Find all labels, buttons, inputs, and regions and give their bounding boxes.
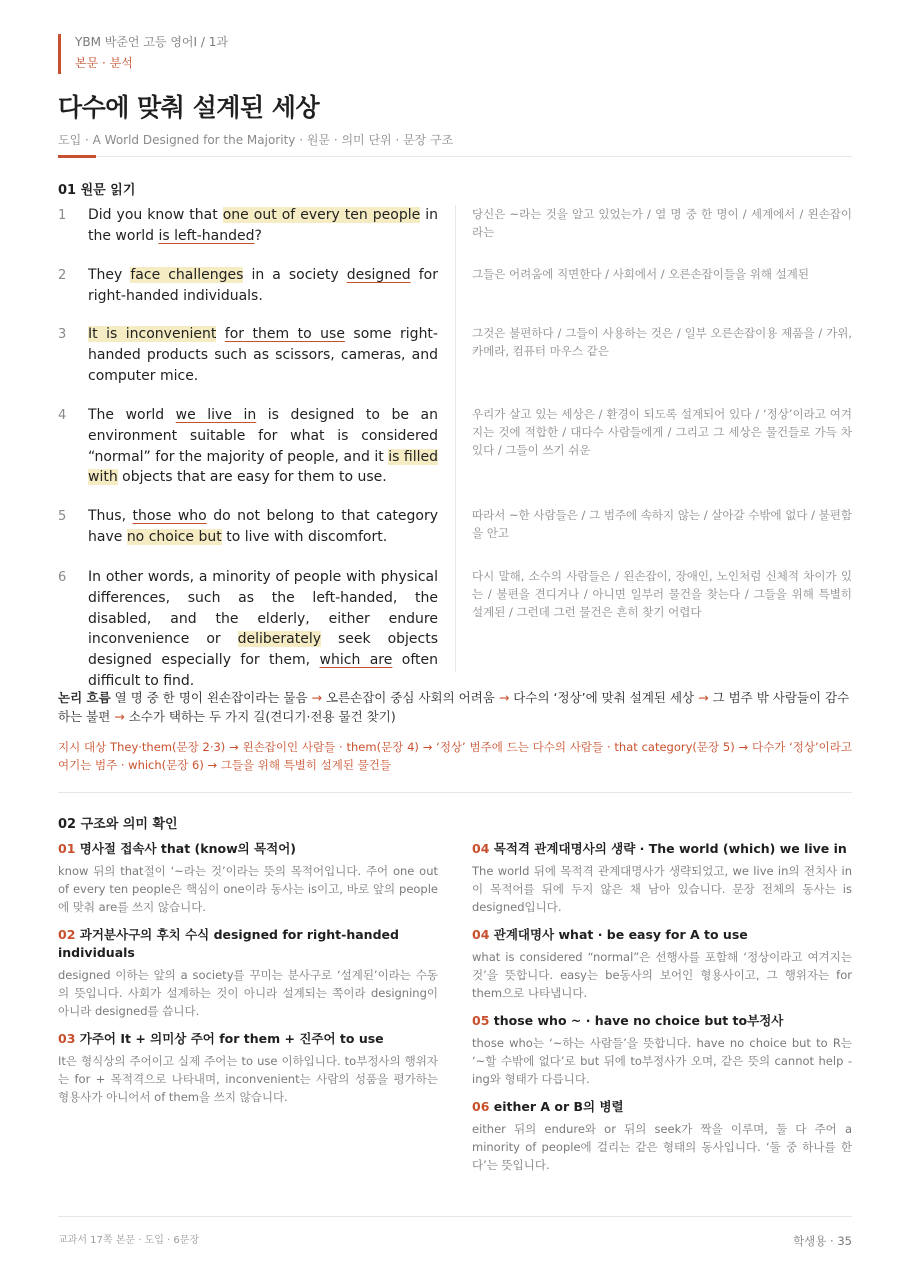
sentence-text: is designed to be an environment suitable for what is considered “normal” for the majority of people, and it [88,407,438,465]
note-title-text: either A or B의 병렬 [493,1099,624,1114]
note-title [472,1012,852,1030]
note-title-text: 목적격 관계대명사의 생략 · The world (which) we live in [493,841,847,856]
title-divider [58,156,852,157]
section-heading-reading: 01 원문 읽기 [58,183,136,198]
note-body: know 뒤의 that절이 ‘~라는 것’이라는 뜻의 목적어입니다. 주어 one out of every ten people은 핵심이 one이라 동사는 is이고, 바로 앞의 people에 맞춰 are를 쓰지 않습니다. [58,864,438,914]
sentence-text: some right-handed products such as scissors, cameras, and computer mice. [88,326,438,384]
note-title-text: those who ~ · have no choice but to부정사 [493,1013,784,1028]
highlighted-phrase: It is inconvenient [88,326,217,342]
note-title-text: 가주어 It + 의미상 주어 for them + 진주어 to use [79,1031,384,1046]
sentence-text: In other words, a minority of people with physical differences, such as the left-handed, the disabled, and the elderly, either endure inconvenience or [88,569,438,648]
sentence-number: 3 [58,327,67,342]
structure-note [58,926,438,1020]
sentence-number: 2 [58,268,67,283]
underlined-phrase: those who [132,508,207,524]
underlined-phrase: designed [346,267,411,283]
logic-flow [58,688,852,726]
highlighted-phrase: deliberately [237,631,322,648]
structure-note [58,1030,438,1106]
note-title-text: 명사절 접속사 that (know의 목적어) [79,841,296,856]
sentence-text: in a society [243,267,347,283]
sentence-text: seek objects designed especially for them, [88,631,439,669]
arrow-icon: → [307,690,326,705]
note-body: what is considered “normal”은 선행사를 포함해 ‘정상이라고 여겨지는 것’을 뜻합니다. easy는 be동사의 보어인 형용사이고, 그 행위자는 for them으로 나타냅니다. [472,950,852,1000]
highlighted-phrase: no choice but [126,528,222,545]
notes-left-column [58,840,438,1116]
sentence-text: Thus, [88,508,133,524]
structure-note [472,926,852,1002]
note-title [58,840,438,858]
note-body: those who는 ‘~하는 사람들’을 뜻합니다. have no choice but to R는 ‘~할 수밖에 없다’로 but 뒤에 to부정사가 오며, 같은 뜻의 cannot help -ing와 형태가 다릅니다. [472,1036,852,1086]
notes-right-column [472,840,852,1184]
sentence-korean: 따라서 ~한 사람들은 / 그 범주에 속하지 않는 / 살아갈 수밖에 없다 / 불편함을 안고 [472,508,852,540]
note-number: 04 [472,927,490,942]
sentence-text: do not belong to that category have [88,508,438,545]
sentence-english [88,567,438,692]
flow-step: 그 범주 밖 사람들이 감수하는 불편 [58,690,850,724]
reference-note: 지시 대상 They·them(문장 2·3) → 왼손잡이인 사람들 · them(문장 4) → ‘정상’ 범주에 드는 다수의 사람들 · that category(문장 5) → 다수가 ‘정상’이라고 여기는 범주 · which(문장 6) → 그들을 위해 특별히 설계된 물건들 [58,740,852,772]
sentence-text: objects that are easy for them to use. [117,469,387,486]
sentence-english [88,405,438,488]
header-book-label [58,34,228,74]
note-body: either 뒤의 endure와 or 뒤의 seek가 짝을 이루며, 둘 다 주어 a minority of people에 걸리는 같은 형태의 동사입니다. ‘둘 중 하나를 한다’는 뜻입니다. [472,1122,852,1172]
sentence-english [88,506,438,548]
note-title [58,926,438,962]
sentence-korean: 당신은 ~라는 것을 알고 있었는가 / 열 명 중 한 명이 / 세계에서 / 왼손잡이라는 [472,207,852,239]
structure-note [58,840,438,916]
structure-note [472,840,852,916]
sentence-korean: 우리가 살고 있는 세상은 / 환경이 되도록 설계되어 있다 / ‘정상’이라고 여겨지는 것에 적합한 / 대다수 사람들에게 / 그리고 그 세상은 물건들로 가득 차 있다 / 그들이 쓰기 쉬운 [472,407,852,457]
sentence-korean: 그들은 어려움에 직면한다 / 사회에서 / 오른손잡이들을 위해 설계된 [472,267,809,281]
flow-step: 다수의 ‘정상’에 맞춰 설계된 세상 [513,690,695,705]
logic-flow-steps [58,690,849,724]
flow-step: 오른손잡이 중심 사회의 어려움 [325,690,495,705]
sentence-text: The world [88,407,176,423]
sentence-text: Did you know that [88,207,223,223]
sentence-english [88,205,438,247]
section-label: 본문 · 분석 [75,56,133,70]
underlined-phrase: for them to use [224,326,345,342]
note-title [472,1098,852,1116]
note-number: 03 [58,1031,76,1046]
underlined-phrase: is left-handed [158,227,255,244]
section-divider [58,792,852,793]
sentence-english [88,265,438,307]
sentence-number: 4 [58,408,67,423]
note-body: The world 뒤에 목적격 관계대명사가 생략되었고, we live in의 전치사 in이 목적어를 뒤에 두지 않은 채 남아 있습니다. 문장 전체의 동사는 is designed입니다. [472,864,852,914]
note-number: 05 [472,1013,490,1028]
highlighted-phrase: face challenges [130,267,244,283]
sentence-number: 5 [58,509,67,524]
sentence-english [88,324,438,386]
sentence-text: They [88,267,131,283]
underlined-phrase: we live in [175,407,257,423]
note-title-text: 과거분사구의 후치 수식 designed for right-handed individuals [58,927,399,960]
footer-divider [58,1216,852,1217]
page-number: 학생용 · 35 [793,1234,852,1248]
note-number: 04 [472,841,490,856]
sentence-text: to live with discomfort. [221,528,388,545]
column-divider [455,205,456,672]
sentence-number: 1 [58,208,67,223]
sentence-korean: 다시 말해, 소수의 사람들은 / 왼손잡이, 장애인, 노인처럼 신체적 차이가 있는 / 불편을 견디거나 / 아니면 일부러 물건을 찾는다 / 그들을 위해 특별히 설계된 / 그런데 그런 물건은 흔히 찾기 어렵다 [472,569,852,619]
highlighted-phrase: one out of every ten people [222,207,421,223]
note-body: designed 이하는 앞의 a society를 꾸미는 분사구로 ‘설계된’이라는 수동의 뜻입니다. 사회가 설계하는 것이 아니라 설계되는 쪽이라 designing이 아니라 designed를 씁니다. [58,968,438,1018]
arrow-icon: → [694,690,713,705]
underlined-phrase: which are [319,652,393,669]
logic-flow-label: 논리 흐름 [58,690,111,705]
highlighted-phrase: is filled with [88,448,438,486]
flow-step: 열 명 중 한 명이 왼손잡이라는 물음 [114,690,308,705]
arrow-icon: → [110,709,129,724]
note-number: 06 [472,1099,490,1114]
sentence-text: ? [254,227,262,244]
note-number: 01 [58,841,76,856]
section-heading-structure: 02 구조와 의미 확인 [58,817,178,832]
sentence-korean: 그것은 불편하다 / 그들이 사용하는 것은 / 일부 오른손잡이용 제품을 / 가위, 카메라, 컴퓨터 마우스 같은 [472,326,852,358]
sentence-text: often difficult to find. [88,652,439,689]
structure-note [472,1098,852,1174]
note-title [58,1030,438,1048]
flow-step: 소수가 택하는 두 가지 길(견디기·전용 물건 찾기) [128,709,396,724]
arrow-icon: → [494,690,514,705]
note-title [472,926,852,944]
page-title: 다수에 맞춰 설계된 세상 [58,93,320,122]
note-title-text: 관계대명사 what · be easy for A to use [493,927,748,942]
sentence-number: 6 [58,570,67,585]
sentence-text: in the world [88,207,438,244]
note-title [472,840,852,858]
note-number: 02 [58,927,76,942]
sentence-text: for right-handed individuals. [88,267,438,304]
note-body: It은 형식상의 주어이고 실제 주어는 to use 이하입니다. to부정사의 행위자는 for + 목적격으로 나타내며, inconvenient는 사람의 성품을 평가하는 형용사가 아니어서 of them을 쓰지 않습니다. [58,1054,438,1104]
sentence-text [216,326,224,342]
page-subtitle: 도입 · A World Designed for the Majority · 원문 · 의미 단위 · 문장 구조 [58,133,454,147]
book-title: YBM 박준언 고등 영어I / 1과 [75,35,228,49]
structure-note [472,1012,852,1088]
footer-source: 교과서 17쪽 본문 · 도입 · 6문장 [58,1235,200,1246]
title-accent-bar [58,155,96,158]
